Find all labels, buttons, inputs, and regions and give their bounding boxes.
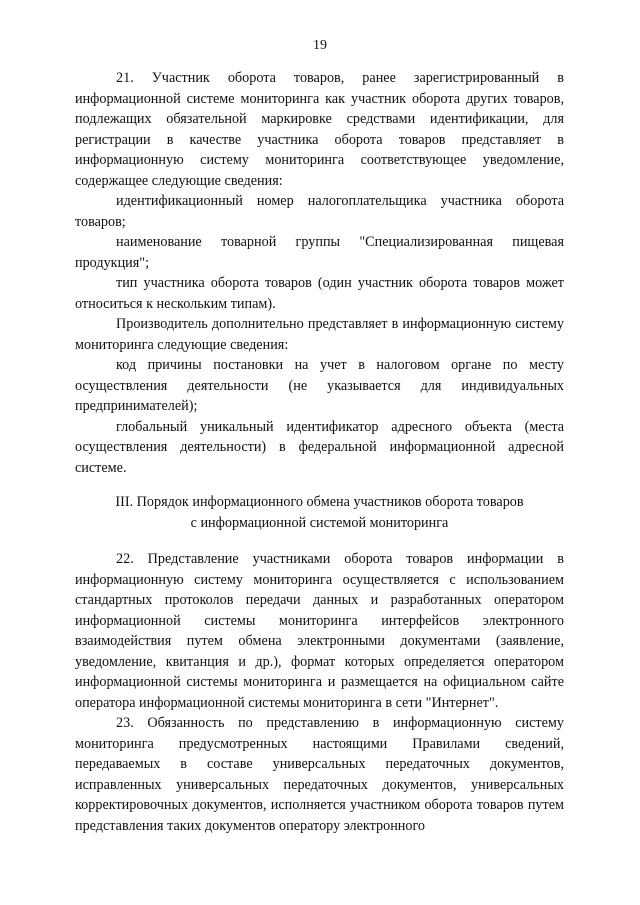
section-heading-line-2: с информационной системой мониторинга — [190, 514, 449, 531]
paragraph-kpp: код причины постановки на учет в налоговом органе по месту осуществления деятельности (не указывается для индивидуальных предпринимателей); — [75, 357, 564, 414]
section-heading-line-1: III. Порядок информационного обмена участников оборота товаров — [115, 494, 524, 510]
paragraph-producer: Производитель дополнительно представляет в информационную систему мониторинга следующие сведения: — [75, 316, 564, 353]
paragraph-22: 22. Представление участниками оборота товаров информации в информационную систему мониторинга осуществляется с использованием стандартных протоколов передачи данных и разработанных оператором информационной системы мониторинга интерфейсов электронного взаимодействия путем обмена электронными документами (заявление, уведомление, квитанция и др.), формат которых определяется оператором информационной системы мониторинга и размещается на официальном сайте оператора информационной системы мониторинга в сети "Интернет". — [75, 551, 564, 711]
document-body — [75, 68, 564, 836]
paragraph-participant-type: тип участника оборота товаров (один участник оборота товаров может относиться к нескольким типам). — [75, 275, 564, 312]
paragraph-21: 21. Участник оборота товаров, ранее зарегистрированный в информационной системе мониторинга как участник оборота других товаров, подлежащих обязательной маркировке средствами идентификации, для регистрации в качестве участника оборота товаров представляет в информационную систему мониторинга соответствующее уведомление, содержащее следующие сведения: — [75, 70, 564, 189]
paragraph-guid: глобальный уникальный идентификатор адресного объекта (места осуществления деятельности) в федеральной информационной адресной системе. — [75, 418, 564, 476]
paragraph-23: 23. Обязанность по представлению в информационную систему мониторинга предусмотренных настоящими Правилами сведений, передаваемых в составе универсальных передаточных документов, исправленных универсальных передаточных документов, универсальных корректировочных документов, исполняется участником оборота товаров путем представления таких документов оператору электронного — [75, 715, 564, 834]
paragraph-inn: идентификационный номер налогоплательщика участника оборота товаров; — [75, 193, 564, 230]
paragraph-product-group: наименование товарной группы "Специализированная пищевая продукция"; — [75, 234, 564, 271]
page-number: 19 — [313, 38, 327, 53]
section-heading — [75, 492, 564, 533]
